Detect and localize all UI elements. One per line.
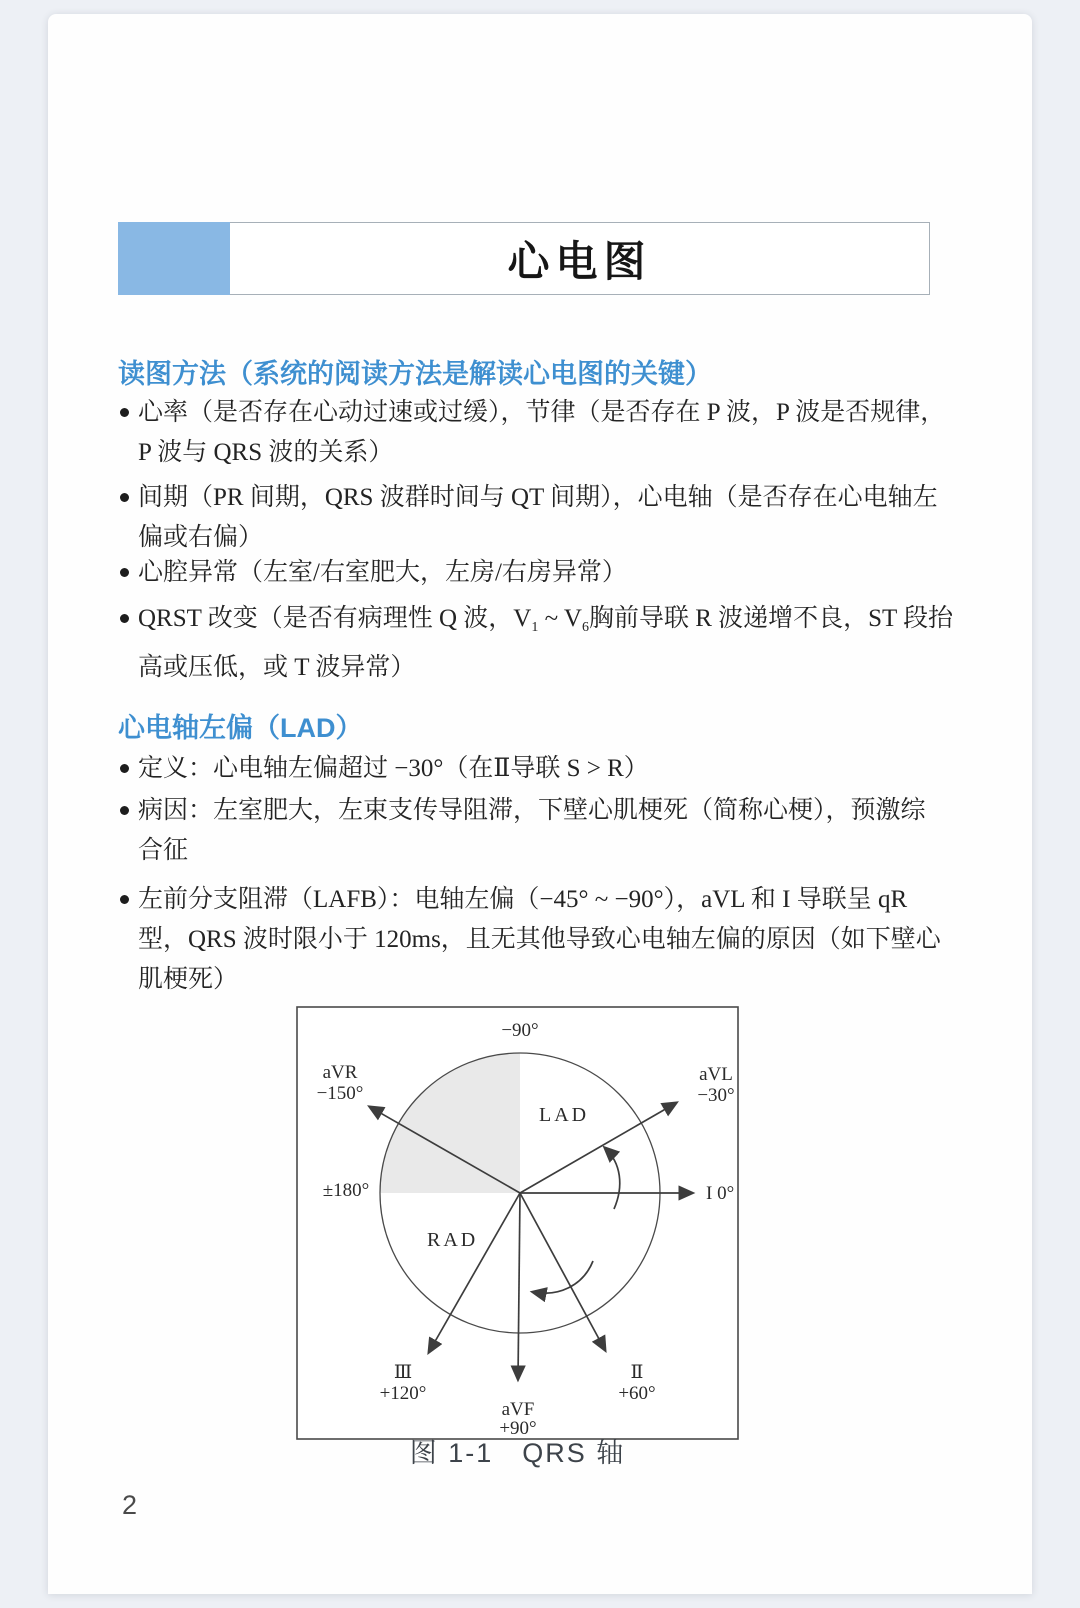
bullet-chamber-abnormality [120,553,627,593]
subscript-v6: 6 [581,620,589,635]
bullet-dot [120,895,129,904]
bullet-line: 心腔异常（左室/右室肥大，左房/右房异常） [138,559,627,586]
chapter-title-box [230,222,930,295]
bullet-line: 型，QRS 波时限小于 120ms，且无其他导致心电轴左偏的原因（如下壁心 [138,926,941,953]
bullet-line: 合征 [138,837,189,864]
bullet-heart-rate [120,393,945,473]
label-lead-iii-name: Ⅲ [393,1362,413,1383]
text-segment: ~ V [538,605,582,632]
chapter-title: 心电图 [507,239,652,286]
label-minus-90: −90° [501,1020,539,1041]
subscript-v1: 1 [531,620,539,635]
label-avr [304,1062,376,1104]
bullet-line: 左前分支阻滞（LAFB）：电轴左偏（−45° ~ −90°），aVL 和 I 导联呈 qR [138,886,908,913]
label-avf-deg: +90° [499,1418,537,1439]
figure-caption: 图 1-1 QRS 轴 [409,1438,626,1468]
bullet-intervals [120,478,938,558]
label-lad-zone: LAD [539,1104,590,1126]
section-heading-reading-method: 读图方法（系统的阅读方法是解读心电图的关键） [118,359,712,389]
bullet-dot [120,806,129,815]
bullet-dot [120,568,129,577]
bullet-dot [120,408,129,417]
label-lead-iii [372,1362,434,1404]
label-lead-iii-deg: +120° [379,1383,427,1404]
label-plus-minus-180: ±180° [322,1180,370,1201]
label-avl-name: aVL [699,1064,733,1085]
header-blue-square [118,222,230,295]
bullet-line: 偏或右偏） [138,524,264,551]
label-lead-ii-name: Ⅱ [630,1362,644,1383]
bullet-line [138,599,953,648]
text-segment: 胸前导联 R 波递增不良，ST 段抬 [588,605,954,632]
bullet-dot [120,614,129,623]
bullet-line: 病因：左室肥大，左束支传导阻滞，下壁心肌梗死（简称心梗），预激综 [138,797,926,824]
label-avl-deg: −30° [697,1085,735,1106]
bullet-qrst-changes [120,599,953,688]
bullet-line: 心率（是否存在心动过速或过缓），节律（是否存在 P 波，P 波是否规律， [138,399,946,426]
section-heading-lad: 心电轴左偏（LAD） [118,713,363,743]
label-avl [690,1064,742,1106]
bullet-line: 间期（PR 间期，QRS 波群时间与 QT 间期），心电轴（是否存在心电轴左 [138,484,938,511]
chapter-header-band [118,222,930,295]
label-avr-deg: −150° [316,1083,364,1104]
page-number: 2 [122,1490,138,1520]
qrs-axis-figure [296,1006,739,1440]
text-segment: QRST 改变（是否有病理性 Q 波，V [138,605,532,632]
label-lead-i: I 0° [706,1183,735,1204]
bullet-lad-causes [120,791,926,871]
bullet-line: P 波与 QRS 波的关系） [138,439,394,466]
label-lead-ii-deg: +60° [618,1383,656,1404]
bullet-lad-definition [120,749,649,789]
book-page [48,14,1032,1594]
bullet-line: 定义：心电轴左偏超过 −30°（在Ⅱ导联 S > R） [138,755,649,782]
bullet-line: 肌梗死） [138,966,239,993]
label-rad-zone: RAD [427,1229,479,1251]
bullet-lafb [120,880,941,1000]
bullet-dot [120,764,129,773]
label-lead-ii [606,1362,668,1404]
bullet-dot [120,493,129,502]
bullet-line: 高或压低，或 T 波异常） [138,654,416,681]
label-avf-name: aVF [501,1399,535,1420]
label-avr-name: aVR [322,1062,358,1083]
